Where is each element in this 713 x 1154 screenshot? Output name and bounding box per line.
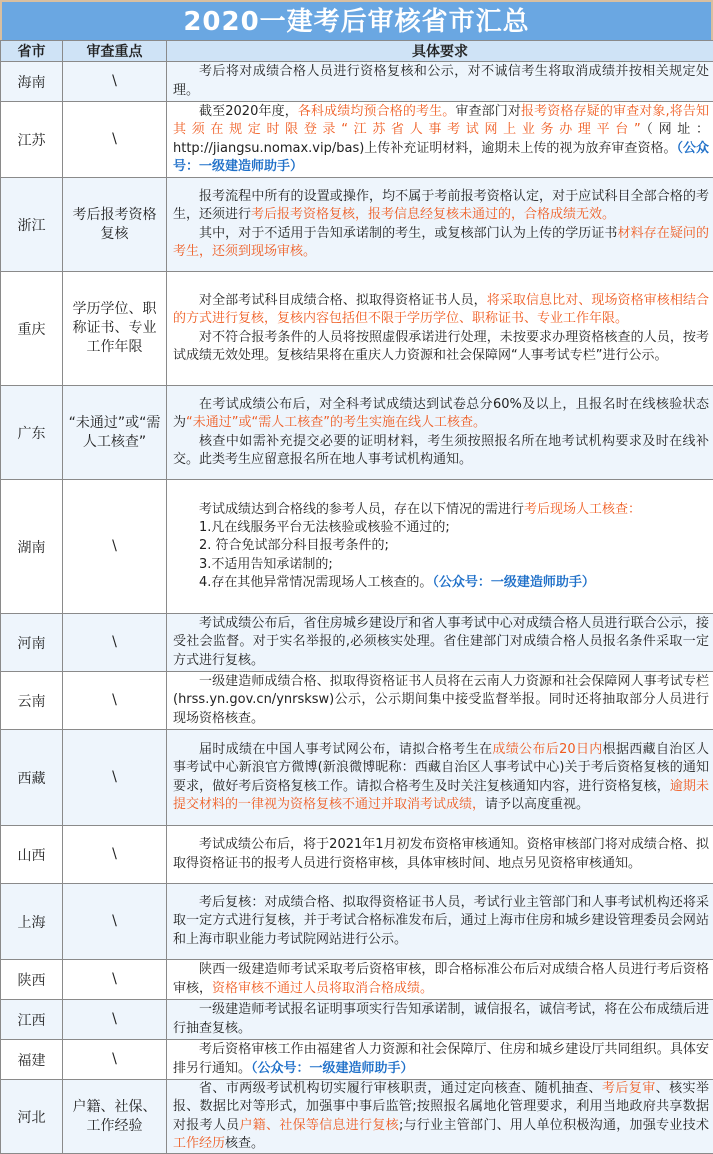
highlight-text: 逾期未提交材料的一律视为资格复核不通过并取消考试成绩， bbox=[173, 779, 709, 812]
text-span: （网址：http://jiangsu.nomax.vip/bas)上传补充证明材料，逾期未上传的视为放弃审查资格。 bbox=[173, 122, 709, 155]
focus-cell: \ bbox=[63, 826, 167, 884]
focus-cell: \ bbox=[63, 614, 167, 672]
text-span: 4.存在其他异常情况需现场人工核查的。 bbox=[199, 575, 432, 590]
review-table bbox=[0, 40, 713, 1154]
requirement-text: 考试成绩公布后，将于2021年1月初发布资格审核通知。资格审核部门将对成绩合格、拟取得资格证书的报考人员进行资格审核，具体审核时间、地点另见资格审核通知。 bbox=[173, 836, 709, 872]
focus-cell: \ bbox=[63, 730, 167, 826]
highlight-text: “未通过”或“需人工核查”的考生实施在线人工核查。 bbox=[186, 415, 486, 430]
focus-cell: \ bbox=[63, 1000, 167, 1040]
table-row bbox=[1, 730, 713, 826]
header-province: 省市 bbox=[1, 41, 63, 62]
focus-cell: \ bbox=[63, 672, 167, 730]
requirements-cell bbox=[167, 884, 713, 960]
requirement-text: 对不符合报考条件的人员将按照虚假承诺进行处理，未按要求办理资格核查的人员，按考试成绩无效处理。复核结果将在重庆人力资源和社会保障网“人事考试专栏”进行公示。 bbox=[173, 329, 709, 365]
highlight-text: 成绩公布后20日内 bbox=[492, 742, 602, 757]
focus-cell: 户籍、社保、工作经验 bbox=[63, 1080, 167, 1154]
text-span: 陕西一级建造师考试采取考后资格审核，即合格标准公布后对成绩合格人员进行考后资格审核， bbox=[173, 962, 709, 995]
highlight-text: 考后现场人工核查： bbox=[524, 502, 641, 517]
focus-cell: \ bbox=[63, 102, 167, 178]
requirements-cell bbox=[167, 102, 713, 178]
table-row bbox=[1, 614, 713, 672]
province-cell: 湖南 bbox=[1, 480, 63, 614]
table-row bbox=[1, 272, 713, 386]
wechat-tag: （公众号：一级建造师助手） bbox=[251, 1061, 414, 1076]
focus-cell: \ bbox=[63, 884, 167, 960]
requirements-cell bbox=[167, 178, 713, 272]
requirements-cell bbox=[167, 386, 713, 480]
requirements-cell bbox=[167, 614, 713, 672]
text-span: 、核实举报、数据比对等形式，加强事中事后监管;按照报名属地化管理要求，利用当地政府共享数据对报考人员 bbox=[173, 1081, 709, 1132]
province-cell: 江苏 bbox=[1, 102, 63, 178]
wechat-tag: （公众号：一级建造师助手） bbox=[173, 141, 709, 174]
requirement-text bbox=[173, 103, 709, 176]
text-span: ;与行业主管部门、用人单位积极沟通，加强专业技术 bbox=[399, 1118, 709, 1133]
province-cell: 浙江 bbox=[1, 178, 63, 272]
list-item bbox=[199, 574, 709, 592]
province-cell: 河北 bbox=[1, 1080, 63, 1154]
province-cell: 云南 bbox=[1, 672, 63, 730]
requirement-text bbox=[173, 501, 709, 519]
wechat-tag: （公众号：一级建造师助手） bbox=[432, 575, 595, 590]
highlight-text: 考后复审 bbox=[602, 1081, 656, 1096]
text-span: 请予以高度重视。 bbox=[485, 797, 589, 812]
requirement-text: 一级建造师考试报名证明事项实行告知承诺制，诚信报名，诚信考试，将在公布成绩后进行抽查复核。 bbox=[173, 1001, 709, 1037]
requirement-text bbox=[173, 961, 709, 997]
province-cell: 广东 bbox=[1, 386, 63, 480]
text-span: 审查部门对 bbox=[455, 104, 521, 119]
text-span: 根据西藏自治区人事考试中心新浪官方微博(新浪微博昵称：西藏自治区人事考试中心)关于考后资格复核的通知要求，做好考后资格复核工作。请拟合格考生及时关注复核通知内容，进行资格复核， bbox=[173, 742, 709, 793]
province-cell: 重庆 bbox=[1, 272, 63, 386]
focus-cell: \ bbox=[63, 62, 167, 102]
table-row bbox=[1, 62, 713, 102]
province-cell: 山西 bbox=[1, 826, 63, 884]
requirement-text bbox=[173, 741, 709, 814]
province-cell: 江西 bbox=[1, 1000, 63, 1040]
requirements-cell bbox=[167, 480, 713, 614]
requirements-cell bbox=[167, 826, 713, 884]
text-span: 届时成绩在中国人事考试网公布，请拟合格考生在 bbox=[199, 742, 492, 757]
table-row bbox=[1, 178, 713, 272]
table-row bbox=[1, 1000, 713, 1040]
text-span: 对全部考试科目成绩合格、拟取得资格证书人员， bbox=[199, 293, 487, 308]
highlight-text: 户籍、社保等信息进行复核 bbox=[239, 1118, 398, 1133]
table-header bbox=[1, 41, 713, 62]
focus-cell: 考后报考资格复核 bbox=[63, 178, 167, 272]
province-cell: 海南 bbox=[1, 62, 63, 102]
requirement-text: 一级建造师成绩合格、拟取得资格证书人员将在云南人力资源和社会保障网人事考试专栏(hrss.yn.gov.cn/ynrsksw)公示，公示期间集中接受监督举报。同时还将抽取部分人员进行现场资格核查。 bbox=[173, 673, 709, 728]
text-span: 报考流程中所有的设置或操作，均不属于考前报考资格认定，对于应试科目全部合格的考生，还须进行 bbox=[173, 189, 709, 222]
highlight-text: 考后报考资格复核，报考信息经复核未通过的，合格成绩无效。 bbox=[251, 207, 615, 222]
focus-cell: \ bbox=[63, 480, 167, 614]
requirements-cell bbox=[167, 1080, 713, 1154]
requirements-cell bbox=[167, 1000, 713, 1040]
table-row bbox=[1, 960, 713, 1000]
requirements-cell bbox=[167, 960, 713, 1000]
focus-cell: \ bbox=[63, 1040, 167, 1080]
province-cell: 上海 bbox=[1, 884, 63, 960]
text-span: 省、市两级考试机构切实履行审核职责，通过定向核查、随机抽查、 bbox=[199, 1081, 602, 1096]
province-cell: 陕西 bbox=[1, 960, 63, 1000]
highlight-text: 工作经历 bbox=[173, 1136, 225, 1151]
requirements-cell bbox=[167, 1040, 713, 1080]
province-cell: 西藏 bbox=[1, 730, 63, 826]
requirement-text bbox=[173, 1080, 709, 1153]
table-row bbox=[1, 826, 713, 884]
requirement-text: 核查中如需补充提交必要的证明材料，考生须按照报名所在地考试机构要求及时在线补交。此类考生应留意报名所在地人事考试机构通知。 bbox=[173, 433, 709, 469]
text-span: 截至2020年度， bbox=[199, 104, 298, 119]
province-cell: 河南 bbox=[1, 614, 63, 672]
requirements-cell bbox=[167, 672, 713, 730]
page-title: 2020一建考后审核省市汇总 bbox=[0, 0, 713, 40]
text-span: 考试成绩达到合格线的参考人员，存在以下情况的需进行 bbox=[199, 502, 524, 517]
table-row bbox=[1, 102, 713, 178]
list-item: 2. 符合免试部分科目报考条件的; bbox=[199, 537, 709, 555]
header-requirements: 具体要求 bbox=[167, 41, 713, 62]
table-row bbox=[1, 1040, 713, 1080]
requirement-text bbox=[173, 225, 709, 261]
header-focus: 审查重点 bbox=[63, 41, 167, 62]
table-row bbox=[1, 1080, 713, 1154]
requirements-cell bbox=[167, 62, 713, 102]
table-row bbox=[1, 386, 713, 480]
requirement-text bbox=[173, 188, 709, 224]
text-span: 在考试成绩公布后，对全科考试成绩达到试卷总分60%及以上，且报名时在线核验状态为 bbox=[173, 397, 709, 430]
highlight-text: 资格审核不通过人员将取消合格成绩。 bbox=[212, 981, 433, 996]
table-row bbox=[1, 884, 713, 960]
text-span: 核查。 bbox=[225, 1136, 264, 1151]
requirements-cell bbox=[167, 272, 713, 386]
focus-cell: 学历学位、职称证书、专业工作年限 bbox=[63, 272, 167, 386]
requirement-text bbox=[173, 1041, 709, 1077]
highlight-text: 各科成绩均预合格的考生。 bbox=[298, 104, 456, 119]
requirement-text: 考后将对成绩合格人员进行资格复核和公示，对不诚信考生将取消成绩并按相关规定处理。 bbox=[173, 63, 709, 99]
requirement-text: 考后复核：对成绩合格、拟取得资格证书人员，考试行业主管部门和人事考试机构还将采取一定方式进行复核，并于考试合格标准发布后，通过上海市住房和城乡建设管理委员会网站和上海市职业能力考试院网站进行公示。 bbox=[173, 894, 709, 949]
province-cell: 福建 bbox=[1, 1040, 63, 1080]
text-span: 其中，对于不适用于告知承诺制的考生，或复核部门认为上传的学历证书 bbox=[199, 226, 618, 241]
requirement-text bbox=[173, 292, 709, 328]
table-row bbox=[1, 672, 713, 730]
requirements-cell bbox=[167, 730, 713, 826]
focus-cell: “未通过”或“需人工核查” bbox=[63, 386, 167, 480]
highlight-text: 将采取信息比对、现场资格审核相结合的方式进行复核，复核内容包括但不限于学历学位、职称证书、专业工作年限。 bbox=[173, 293, 709, 326]
highlight-text: 报考资格存疑的审查对象,将告知其须在规定时限登录“江苏省人事考试网上业务办理平台” bbox=[173, 104, 709, 137]
highlight-text: 材料存在疑问的考生，还须到现场审核。 bbox=[173, 226, 709, 259]
table-row bbox=[1, 480, 713, 614]
requirement-text: 考试成绩公布后，省住房城乡建设厅和省人事考试中心对成绩合格人员进行联合公示，接受社会监督。对于实名举报的,必须核实处理。省住建部门对成绩合格人员报名条件采取一定方式进行复核。 bbox=[173, 615, 709, 670]
focus-cell: \ bbox=[63, 960, 167, 1000]
list-item: 1.凡在线服务平台无法核验或核验不通过的; bbox=[199, 519, 709, 537]
requirement-text bbox=[173, 396, 709, 432]
text-span: 考后资格审核工作由福建省人力资源和社会保障厅、住房和城乡建设厅共同组织。具体安排另行通知。 bbox=[173, 1042, 709, 1075]
list-item: 3.不适用告知承诺制的; bbox=[199, 556, 709, 574]
